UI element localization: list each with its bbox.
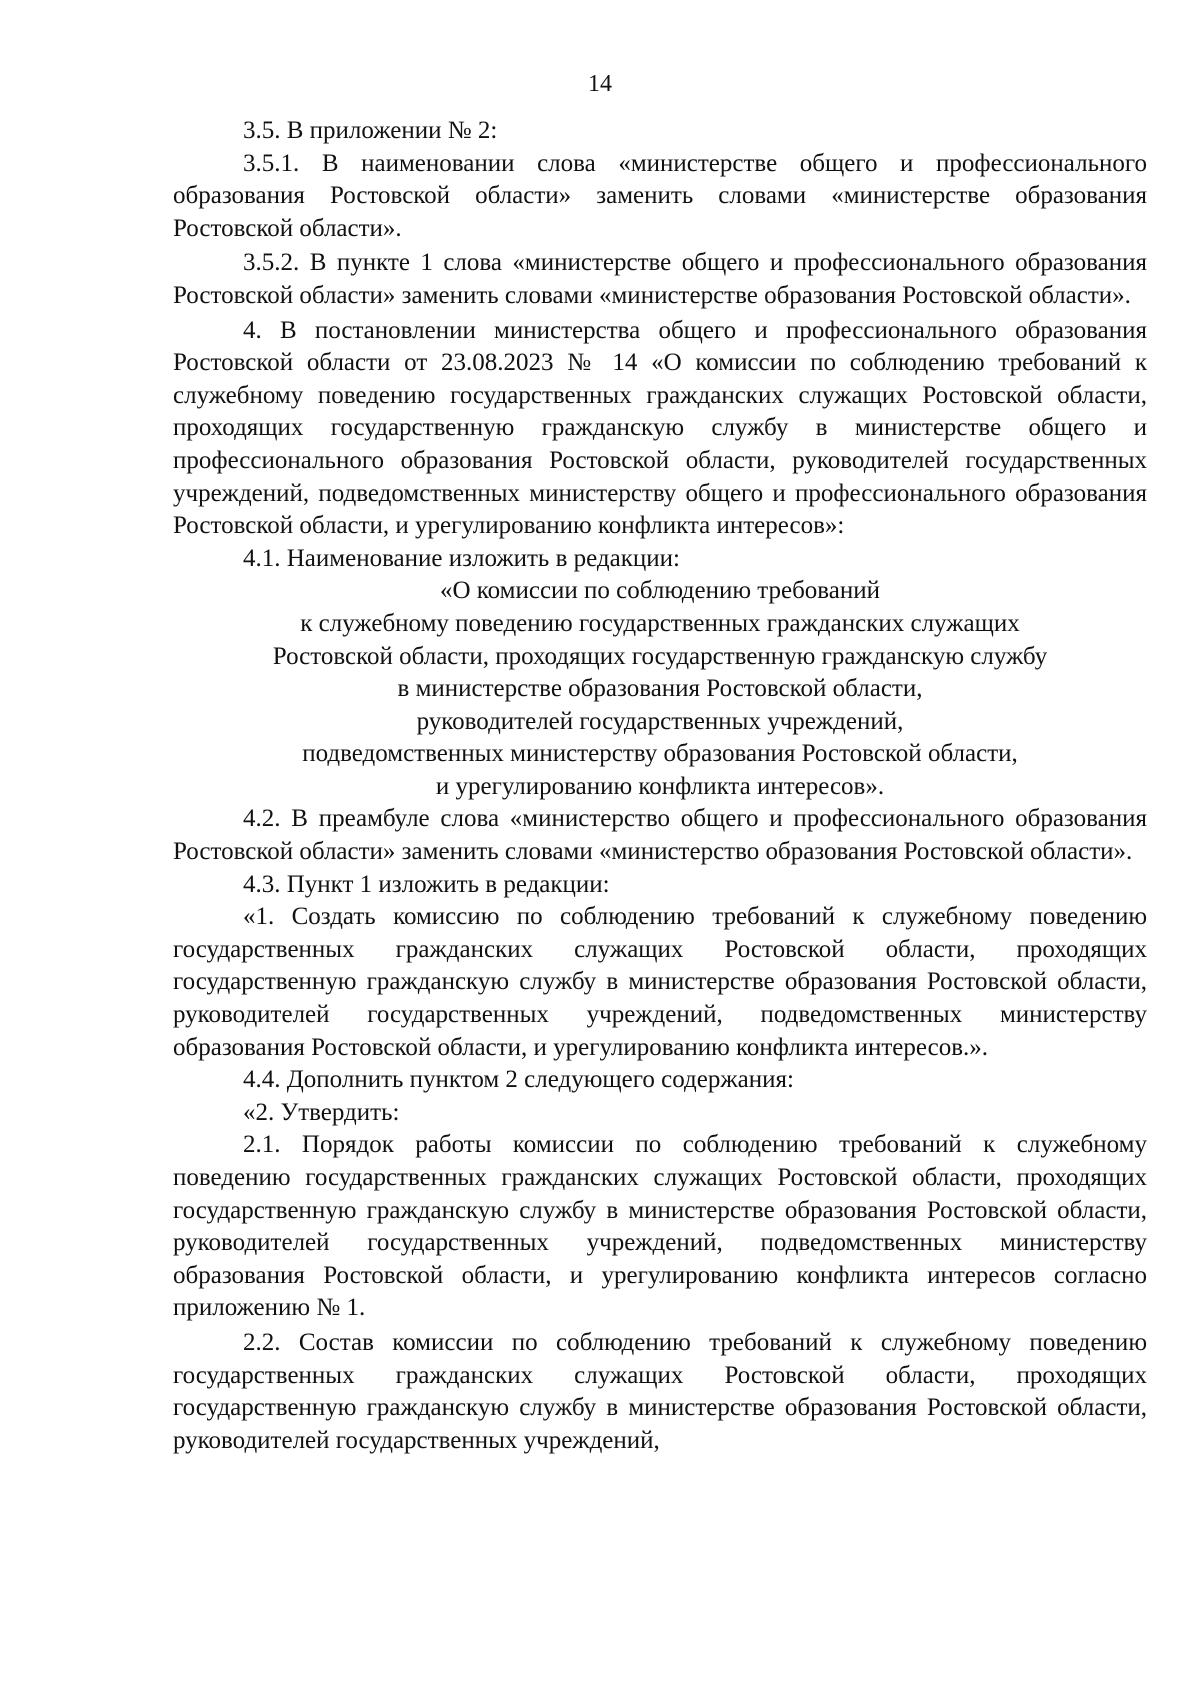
- paragraph-2-1: 2.1. Порядок работы комиссии по соблюдению требований к служебному поведению государственных гражданских служащих Ростовской области, проходящих государственную гражданскую службу в министерстве образования Ростовской области, руководителей государственных учреждений, подведомственных министерству образования Ростовской области, и урегулированию конфликта интересов согласно приложению № 1.: [173, 1131, 1147, 1322]
- paragraph-3-5-1: 3.5.1. В наименовании слова «министерстве общего и профессионального образования Ростовской области» заменить словами «министерстве образования Ростовской области».: [173, 149, 1147, 242]
- title-line: Ростовской области, проходящих государственную гражданскую службу: [272, 642, 1048, 670]
- title-line: подведомственных министерству образования Ростовской области,: [302, 740, 1018, 768]
- paragraph-4-4: 4.4. Дополнить пунктом 2 следующего содержания:: [243, 1066, 794, 1094]
- document-body: [173, 115, 1147, 1457]
- paragraph-quote-1: «1. Создать комиссию по соблюдению требований к служебному поведению государственных гражданских служащих Ростовской области, проходящих государственную гражданскую службу в министерстве образования Ростовской области, руководителей государственных учреждений, подведомственных министерству образования Ростовской области, и урегулированию конфликта интересов.».: [173, 903, 1147, 1061]
- paragraph-2-2: 2.2. Состав комиссии по соблюдению требований к служебному поведению государственных гражданских служащих Ростовской области, проходящих государственную гражданскую службу в министерстве образования Ростовской области, руководителей государственных учреждений,: [173, 1328, 1147, 1454]
- title-line: руководителей государственных учреждений,: [416, 707, 904, 735]
- title-line: «О комиссии по соблюдению требований: [439, 577, 881, 605]
- title-line: в министерстве образования Ростовской области,: [397, 675, 923, 703]
- new-title-block: [173, 575, 1147, 803]
- paragraph-4: 4. В постановлении министерства общего и профессионального образования Ростовской области от 23.08.2023 № 14 «О комиссии по соблюдению требований к служебному поведению государственных гражданских служащих Ростовской области, проходящих государственную гражданскую службу в министерстве общего и профессионального образования Ростовской области, руководителей государственных учреждений, подведомственных министерству общего и профессионального образования Ростовской области, и урегулированию конфликта интересов»:: [173, 316, 1147, 540]
- paragraph-4-1: 4.1. Наименование изложить в редакции:: [243, 544, 680, 572]
- title-line: и урегулированию конфликта интересов».: [435, 772, 885, 800]
- page-number: 14: [588, 71, 612, 97]
- paragraph-3-5-2: 3.5.2. В пункте 1 слова «министерстве общего и профессионального образования Ростовской области» заменить словами «министерстве образования Ростовской области».: [173, 249, 1147, 309]
- paragraph-4-3: 4.3. Пункт 1 изложить в редакции:: [243, 870, 610, 898]
- paragraph-quote-2: «2. Утвердить:: [243, 1098, 400, 1126]
- paragraph-4-2: 4.2. В преамбуле слова «министерство общего и профессионального образования Ростовской области» заменить словами «министерство образования Ростовской области».: [173, 805, 1147, 866]
- paragraph-3-5: 3.5. В приложении № 2:: [243, 117, 498, 144]
- title-line: к служебному поведению государственных гражданских служащих: [300, 609, 1020, 637]
